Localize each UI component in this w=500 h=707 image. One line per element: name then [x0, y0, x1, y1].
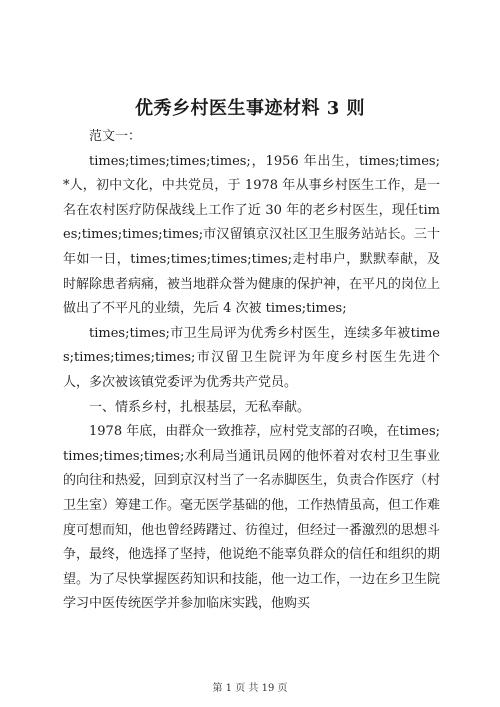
paragraph: times;times;times;times;，1956 年出生，times;times;*人，初中文化，中共党员，于 1978 年从事乡村医生工作，是一名在农村医疗防保战线上工作了近 30 年的老乡村医生，现任times;times;times;times;市汉留镇京汉社区卫生服务站站长。三十年如一日，times;times;times;times;走村串户，默默奉献，及时解除患者病痛，被当地群众誉为健康的保护神，在平凡的岗位上做出了不平凡的业绩，先后 4 次被 times;times;: [63, 153, 441, 317]
section-heading: 一、情系乡村，扎根基层，无私奉献。: [89, 399, 311, 415]
document-body: [63, 125, 440, 617]
paragraph: 范文一：: [89, 129, 142, 144]
page-number-footer: 第 1 页 共 19 页: [212, 683, 288, 694]
document-title: 优秀乡村医生事迹材料 3 则: [134, 98, 366, 119]
paragraph: 1978 年底，由群众一致推荐，应村党支部的召唤，在times;times;times;times;水利局当通讯员网的他怀着对农村卫生事业的向往和热爱，回到京汉村当了一名赤脚医生，负责合作医疗（村卫生室）筹建工作。毫无医学基础的他，工作热情虽高，但工作难度可想而知，他也曾经踌躇过、彷徨过，但经过一番激烈的思想斗争，最终，他选择了坚持，他说绝不能辜负群众的信任和组织的期望。为了尽快掌握医药知识和技能，他一边工作，一边在乡卫生院学习中医传统医学并参加临床实践，他购买: [63, 424, 441, 612]
paragraph: times;times;市卫生局评为优秀乡村医生，连续多年被times;times;times;times;市汉留卫生院评为年度乡村医生先进个人，多次被该镇党委评为优秀共产党员。: [63, 325, 440, 390]
